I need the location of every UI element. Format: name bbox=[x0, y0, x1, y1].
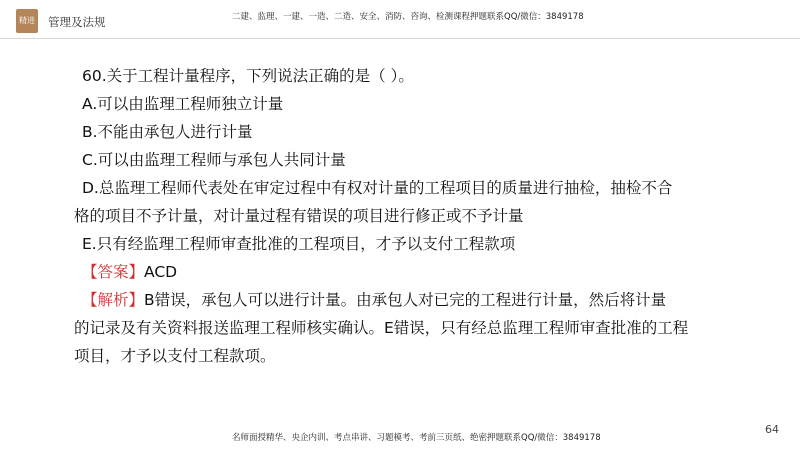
question-block bbox=[74, 62, 722, 370]
option-a: A.可以由监理工程师独立计量 bbox=[82, 95, 284, 113]
question-stem: 60.关于工程计量程序，下列说法正确的是（ ）。 bbox=[82, 67, 414, 85]
option-d: D.总监理工程师代表处在审定过程中有权对计量的工程项目的质量进行抽检，抽检不合 bbox=[82, 179, 673, 197]
answer-line bbox=[82, 258, 722, 286]
page-number: 64 bbox=[765, 423, 779, 436]
logo: 精进 bbox=[16, 9, 38, 33]
analysis-line-2: 的记录及有关资料报送监理工程师核实确认。E错误，只有经总监理工程师审查批准的工程 bbox=[74, 319, 689, 337]
analysis-text-1: B错误，承包人可以进行计量。由承包人对已完的工程进行计量，然后将计量 bbox=[144, 291, 667, 309]
option-e: E.只有经监理工程师审查批准的工程项目，才予以支付工程款项 bbox=[82, 235, 516, 253]
option-d-continued: 格的项目不予计量，对计量过程有错误的项目进行修正或不予计量 bbox=[74, 207, 524, 225]
top-banner-text: 二建、监理、一建、一造、二造、安全、消防、咨询、检测课程押题联系QQ/微信：3849178 bbox=[232, 12, 584, 22]
analysis-line-3: 项目，才予以支付工程款项。 bbox=[74, 347, 276, 365]
header-title: 管理及法规 bbox=[48, 15, 106, 29]
footer-banner-text: 名师面授精华、央企内训、考点串讲、习题模考、考前三页纸、绝密押题联系QQ/微信：3849178 bbox=[232, 433, 601, 443]
answer-tag: 【答案】 bbox=[82, 263, 145, 281]
analysis-line-1 bbox=[82, 286, 722, 314]
option-c: C.可以由监理工程师与承包人共同计量 bbox=[82, 151, 346, 169]
answer-value: ACD bbox=[144, 263, 178, 281]
analysis-tag: 【解析】 bbox=[82, 291, 145, 309]
option-b: B.不能由承包人进行计量 bbox=[82, 123, 253, 141]
header-divider bbox=[0, 38, 800, 39]
